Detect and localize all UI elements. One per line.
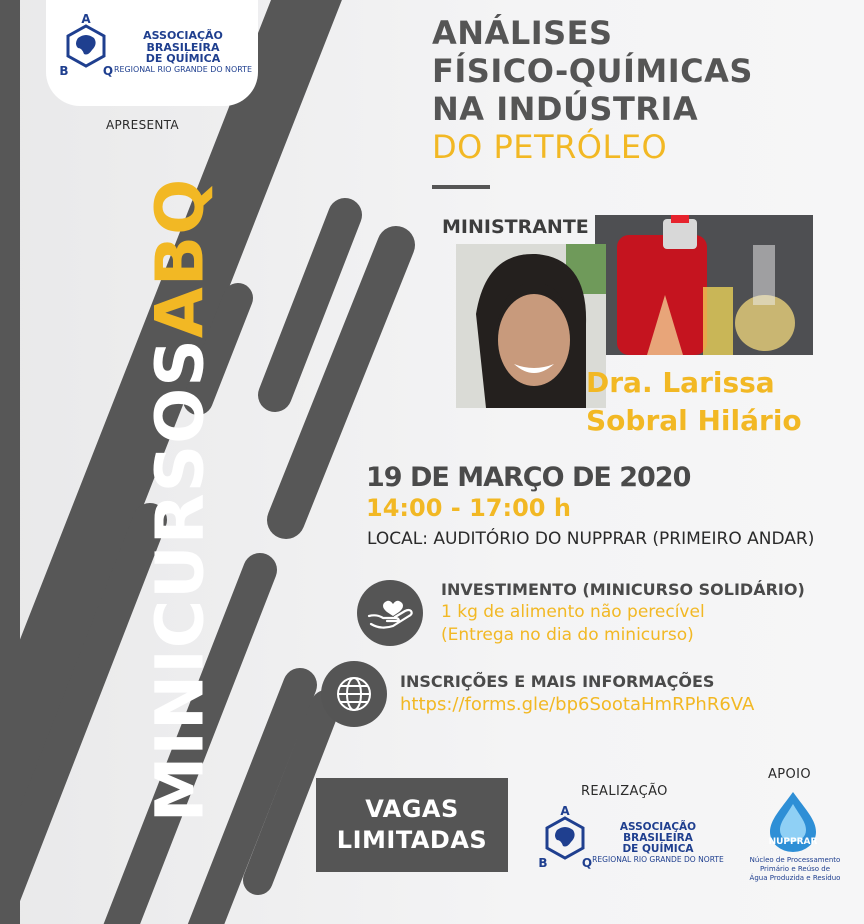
org-name-line2: DE QUÍMICA: [145, 52, 221, 66]
abq-logo: [58, 12, 114, 78]
nupprar-caption-line1: Núcleo de Processamento: [749, 856, 841, 864]
globe-icon: [321, 661, 387, 727]
lab-equipment-photo: [595, 215, 813, 355]
instructor-label: MINISTRANTE: [442, 216, 589, 238]
support-label: APOIO: [768, 767, 812, 782]
instructor-photo: [456, 244, 606, 408]
registration-link[interactable]: https://forms.gle/bp6SootaHmRPhR6VA: [400, 694, 755, 715]
course-title-line3: NA INDÚSTRIA: [432, 90, 699, 128]
abq-logo-footer: [537, 804, 593, 870]
footer-letter-b: B: [538, 856, 548, 870]
instructor-name-line2: Sobral Hilário: [586, 404, 802, 437]
limited-spots-line2: LIMITADAS: [336, 826, 488, 854]
series-title-part1: MINICURSOS: [141, 338, 219, 823]
footer-org-line1: ASSOCIAÇÃO BRASILEIRA: [619, 821, 697, 845]
course-title-highlight: DO PETRÓLEO: [432, 128, 668, 166]
abq-letter-b: B: [59, 64, 69, 78]
registration-heading: INSCRIÇÕES E MAIS INFORMAÇÕES: [400, 672, 715, 691]
course-title-line2: FÍSICO-QUÍMICAS: [432, 52, 753, 90]
abq-name-footer: [590, 822, 726, 864]
investment-line1: 1 kg de alimento não perecível: [441, 602, 705, 622]
instructor-name-line1: Dra. Larissa: [586, 366, 775, 399]
registration-icon-circle: [321, 661, 387, 727]
footer-org-regional: REGIONAL RIO GRANDE DO NORTE: [592, 855, 724, 865]
abq-letter-a: A: [81, 12, 91, 26]
nupprar-wordmark: NUPPRAR: [768, 837, 818, 847]
footer-letter-a: A: [560, 804, 570, 818]
org-regional: REGIONAL RIO GRANDE DO NORTE: [114, 64, 252, 74]
footer-org-line2: DE QUÍMICA: [622, 843, 694, 856]
investment-icon-circle: [357, 580, 423, 646]
event-location: LOCAL: AUDITÓRIO DO NUPPRAR (PRIMEIRO ANDAR): [367, 529, 815, 549]
organizer-label: REALIZAÇÃO: [581, 784, 668, 799]
nupprar-drop-logo: [760, 790, 826, 854]
instructor-name: [586, 364, 802, 440]
footer-letter-q: Q: [581, 856, 593, 870]
event-time: 14:00 - 17:00 h: [366, 494, 571, 522]
presents-label: APRESENTA: [106, 118, 179, 132]
nupprar-caption-line2: Primário e Reúso de: [759, 865, 831, 873]
hand-offering-icon: [357, 580, 423, 646]
limited-spots-line1: VAGAS: [365, 795, 459, 823]
course-title: [432, 14, 753, 166]
course-title-line1: ANÁLISES: [432, 14, 613, 52]
series-title-part2: ABQ: [141, 177, 219, 339]
org-name-line1: ASSOCIAÇÃO BRASILEIRA: [143, 29, 223, 54]
abq-logo-card: [46, 0, 258, 106]
nupprar-caption-line3: Água Produzida e Resíduo: [749, 874, 841, 882]
investment-heading: INVESTIMENTO (MINICURSO SOLIDÁRIO): [441, 580, 805, 599]
series-title: [142, 178, 219, 823]
investment-line2: (Entrega no dia do minicurso): [441, 625, 694, 645]
nupprar-caption: [732, 856, 858, 883]
abq-name: [112, 30, 254, 74]
title-underline: [432, 185, 490, 189]
limited-spots-badge: [316, 778, 508, 872]
event-date: 19 DE MARÇO DE 2020: [366, 462, 691, 493]
abq-letter-q: Q: [102, 64, 114, 78]
